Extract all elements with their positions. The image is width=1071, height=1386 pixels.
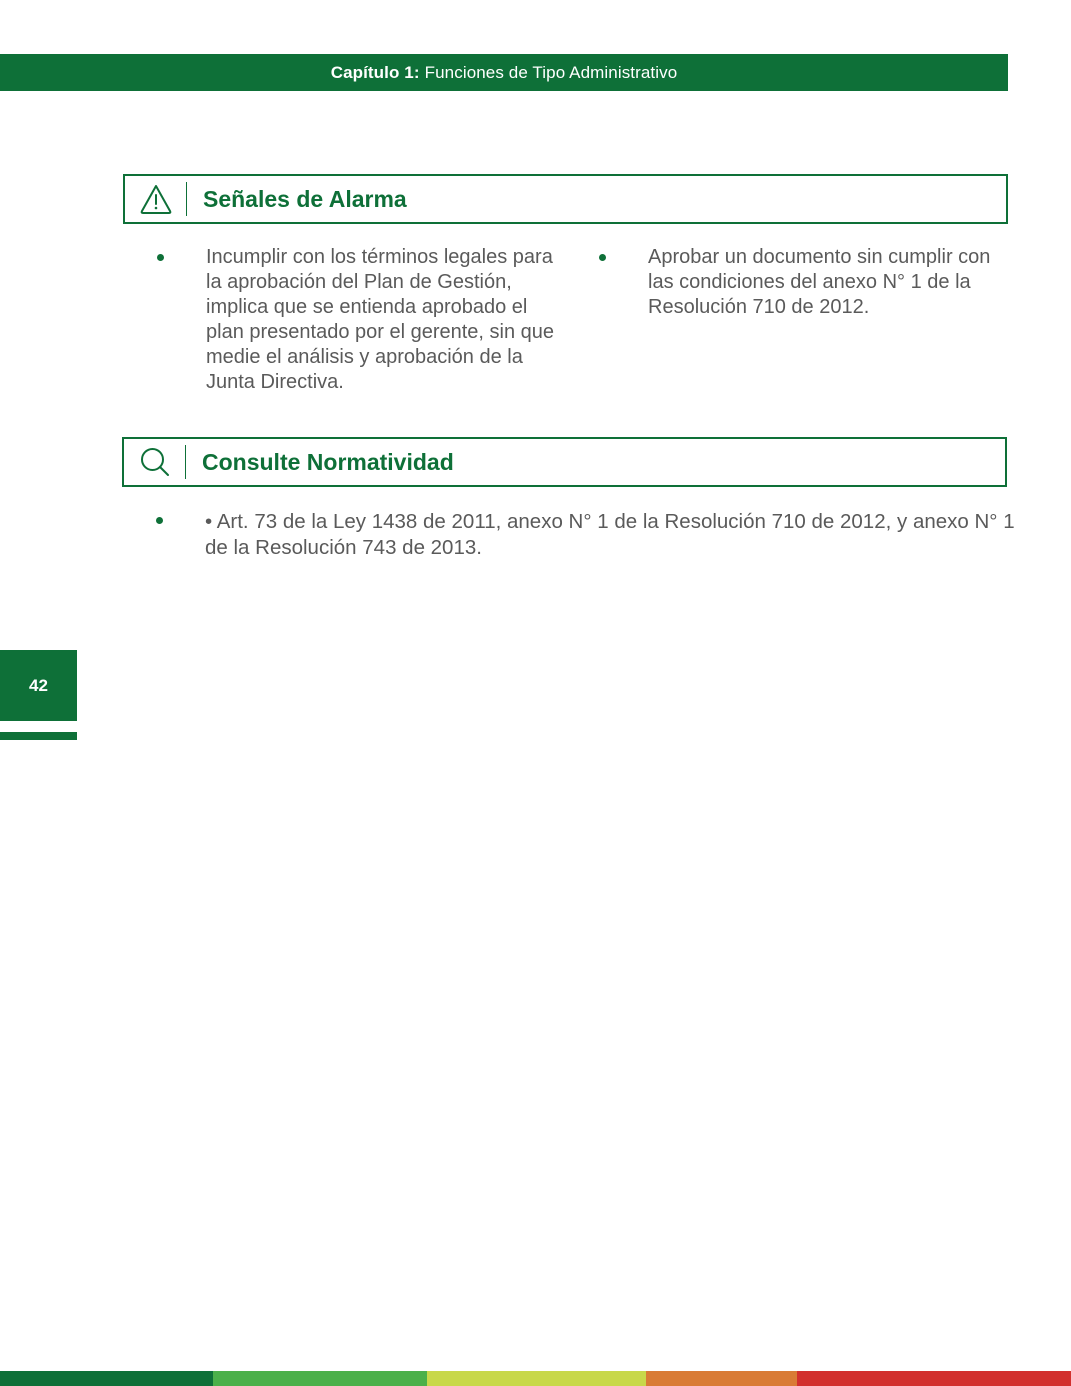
norm-icon-wrap [124, 439, 186, 485]
page-number: 42 [29, 675, 48, 695]
page-tab-underline [0, 732, 77, 740]
page-number-tab [0, 650, 77, 721]
chapter-label: Capítulo 1: [330, 62, 420, 82]
bullet-dot [157, 254, 164, 261]
alarm-section-header [123, 174, 1008, 224]
footer-segment [427, 1371, 646, 1386]
norm-item-1: • Art. 73 de la Ley 1438 de 2011, anexo N° 1 de la Resolución 710 de 2012, y anexo N° 1 de la Resolución 743 de 2013. [205, 510, 1015, 559]
footer-segment [0, 1371, 213, 1386]
search-icon [139, 446, 171, 478]
norm-section-header [122, 437, 1007, 487]
alarm-divider [186, 182, 188, 216]
alarm-icon-wrap [125, 176, 187, 222]
chapter-header-bar [0, 54, 1008, 91]
warning-triangle-icon [139, 183, 173, 215]
footer-segment [646, 1371, 797, 1386]
footer-color-strip [0, 1371, 1071, 1386]
footer-segment [797, 1371, 1071, 1386]
bullet-dot [599, 254, 606, 261]
alarm-item-1: Incumplir con los términos legales para la aprobación del Plan de Gestión, implica que se entienda aprobado el plan presentado por el gerente, sin que medie el análisis y aprobación de la Junta Directiva. [206, 246, 555, 393]
alarm-section-title: Señales de Alarma [203, 185, 407, 212]
footer-segment [213, 1371, 427, 1386]
alarm-item-2: Aprobar un documento sin cumplir con las condiciones del anexo N° 1 de la Resolución 710 de 2012. [648, 246, 991, 318]
chapter-title: Funciones de Tipo Administrativo [424, 62, 678, 82]
bullet-dot [156, 517, 163, 524]
norm-section-title: Consulte Normatividad [202, 448, 454, 475]
norm-divider [185, 445, 187, 479]
